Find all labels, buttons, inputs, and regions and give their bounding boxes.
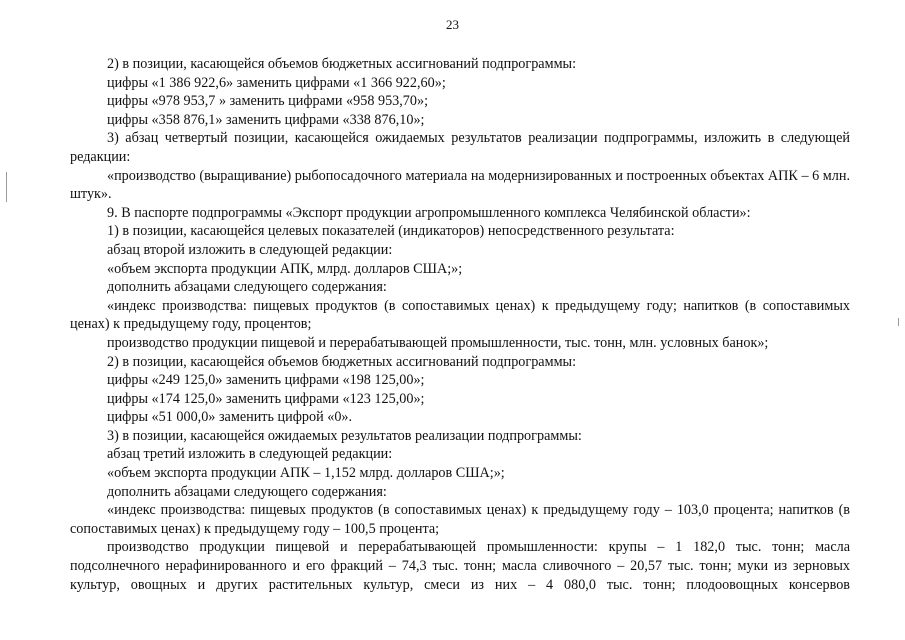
paragraph: дополнить абзацами следующего содержания: bbox=[107, 279, 387, 296]
paragraph: «объем экспорта продукции АПК, млрд. долларов США;»; bbox=[107, 260, 463, 277]
paragraph: цифры «249 125,0» заменить цифрами «198 125,00»; bbox=[107, 372, 425, 389]
paragraph: «индекс производства: пищевых продуктов (в сопоставимых ценах) к предыдущему году – 103,0 процента; напитков (в сопоставимых ценах) к предыдущему году – 100,5 процента; bbox=[70, 502, 850, 537]
paragraph: 1) в позиции, касающейся целевых показателей (индикаторов) непосредственного результата: bbox=[107, 223, 675, 240]
paragraph: цифры «1 386 922,6» заменить цифрами «1 366 922,60»; bbox=[107, 74, 446, 91]
paragraph: 9. В паспорте подпрограммы «Экспорт продукции агропромышленного комплекса Челябинской области»: bbox=[107, 204, 751, 221]
paragraph: дополнить абзацами следующего содержания: bbox=[107, 483, 387, 500]
page-number: 23 bbox=[446, 17, 459, 32]
paragraph: абзац второй изложить в следующей редакции: bbox=[107, 241, 393, 258]
paragraph: «объем экспорта продукции АПК – 1,152 млрд. долларов США;»; bbox=[107, 465, 505, 482]
scan-edge-mark bbox=[898, 318, 899, 326]
paragraph: 2) в позиции, касающейся объемов бюджетных ассигнований подпрограммы: bbox=[107, 56, 577, 72]
paragraph: 3) в позиции, касающейся ожидаемых результатов реализации подпрограммы: bbox=[107, 427, 582, 444]
scan-edge-mark bbox=[6, 172, 7, 202]
document-body bbox=[70, 55, 850, 594]
paragraph: цифры «978 953,7 » заменить цифрами «958 953,70»; bbox=[107, 93, 429, 110]
paragraph: производство продукции пищевой и перерабатывающей промышленности: крупы – 1 182,0 тыс. тонн; масла подсолнечного нерафинированного и его фракций – 74,3 тыс. тонн; масла сливочного – 20,57 тыс. тонн; муки из зерновых культур, овощных и других растительных культур, смеси из них – 4 080,0 тыс. тонн; плодоовощных консервов bbox=[70, 539, 850, 593]
paragraph: 3) абзац четвертый позиции, касающейся ожидаемых результатов реализации подпрограммы, изложить в следующей редакции: bbox=[70, 130, 850, 165]
paragraph: абзац третий изложить в следующей редакции: bbox=[107, 446, 393, 463]
paragraph: цифры «358 876,1» заменить цифрами «338 876,10»; bbox=[107, 111, 425, 128]
paragraph: производство продукции пищевой и перерабатывающей промышленности, тыс. тонн, млн. условных банок»; bbox=[107, 334, 769, 351]
paragraph: 2) в позиции, касающейся объемов бюджетных ассигнований подпрограммы: bbox=[107, 353, 577, 370]
paragraph: цифры «51 000,0» заменить цифрой «0». bbox=[107, 409, 353, 426]
paragraph: «производство (выращивание) рыбопосадочного материала на модернизированных и построенных объектах АПК – 6 млн. штук». bbox=[70, 167, 850, 203]
paragraph: цифры «174 125,0» заменить цифрами «123 125,00»; bbox=[107, 390, 425, 407]
paragraph: «индекс производства: пищевых продуктов (в сопоставимых ценах) к предыдущему году; напитков (в сопоставимых ценах) к предыдущему году, процентов; bbox=[70, 297, 850, 333]
